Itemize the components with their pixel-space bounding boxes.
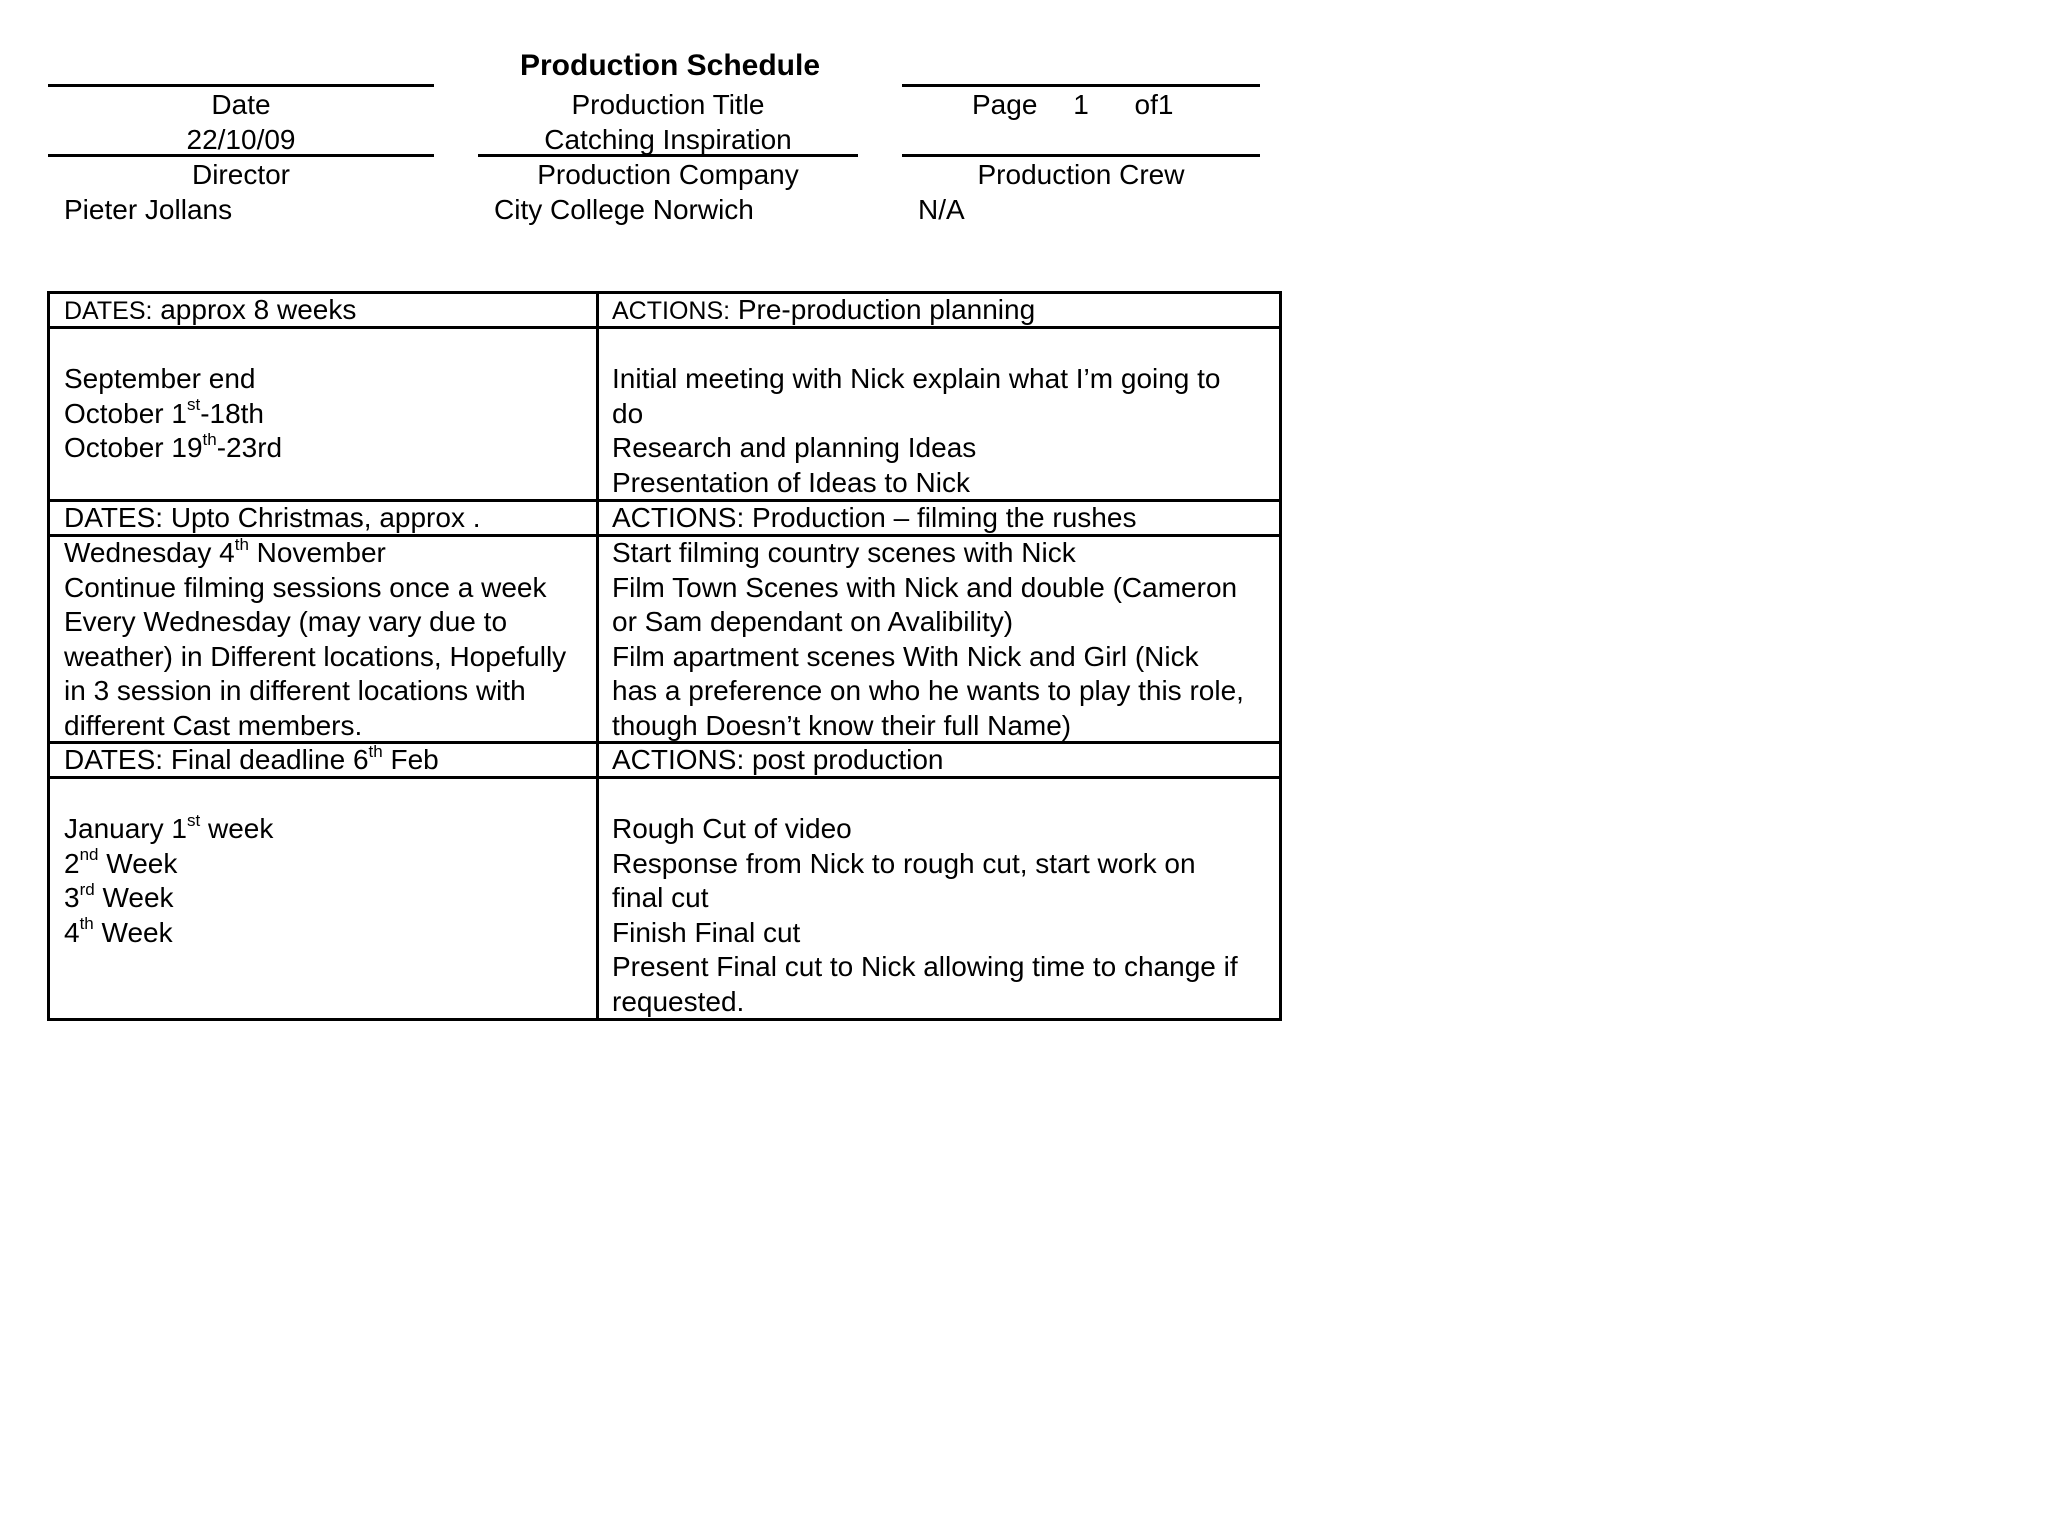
production-title-value: Catching Inspiration (544, 124, 792, 155)
document-title: Production Schedule (520, 49, 821, 82)
production-dates-header: DATES: Upto Christmas, approx . (64, 502, 481, 533)
production-title-label: Production Title (571, 89, 765, 120)
pre-production-actions-header (612, 293, 1035, 329)
date-line: September end (64, 363, 256, 394)
pre-production-dates-list (64, 362, 282, 466)
date-line: 4th Week (64, 914, 173, 948)
production-dates-list (64, 536, 566, 743)
action-line: has a preference on who he wants to play this role, (612, 675, 1244, 706)
date-line: 2nd Week (64, 845, 178, 879)
action-line: Research and planning Ideas (612, 432, 977, 463)
actions-text: Pre-production planning (737, 294, 1036, 325)
action-line: requested. (612, 985, 745, 1017)
date-line: October 19th-23rd (64, 429, 283, 463)
date-line: October 1st-18th (64, 395, 265, 429)
action-line: Presentation of Ideas to Nick (612, 466, 970, 498)
post-production-dates-header (64, 743, 439, 778)
action-line: Finish Final cut (612, 916, 801, 948)
date-line: Continue filming sessions once a week (64, 571, 547, 603)
action-line: though Doesn’t know their full Name) (612, 709, 1072, 741)
page-of: of1 (1134, 89, 1174, 120)
action-line: Film Town Scenes with Nick and double (Cameron (612, 571, 1238, 603)
action-line: Start filming country scenes with Nick (612, 537, 1076, 568)
date-line: different Cast members. (64, 709, 363, 741)
actions-prefix: ACTIONS: (612, 297, 731, 325)
table-border (47, 291, 50, 1021)
dates-header-sup: th (368, 741, 383, 761)
action-line: Present Final cut to Nick allowing time to change if (612, 951, 1238, 982)
action-line: Rough Cut of video (612, 813, 852, 844)
pre-production-dates-header (64, 293, 356, 329)
post-production-dates-list (64, 812, 273, 950)
dates-header-after: Feb (382, 744, 439, 775)
date-line: Wednesday 4th November (64, 534, 386, 568)
page-label: Page (972, 89, 1038, 120)
date-line: in 3 session in different locations with (64, 675, 526, 706)
page-number: 1 (1073, 89, 1089, 120)
post-production-actions-list (612, 812, 1238, 1019)
action-line: or Sam dependant on Avalibility) (612, 606, 1014, 637)
date-value: 22/10/09 (186, 124, 296, 155)
date-line: January 1st week (64, 810, 274, 844)
date-line: weather) in Different locations, Hopefully (64, 640, 567, 672)
company-label: Production Company (537, 159, 799, 190)
dates-header-text: DATES: Final deadline 6 (64, 744, 369, 775)
production-actions-list (612, 536, 1244, 743)
director-value: Pieter Jollans (64, 194, 233, 225)
date-line: 3rd Week (64, 879, 174, 913)
production-actions-header: ACTIONS: Production – filming the rushes (612, 502, 1137, 533)
post-production-actions-header: ACTIONS: post production (612, 744, 944, 775)
table-border (596, 291, 599, 1021)
director-label: Director (191, 159, 290, 190)
crew-label: Production Crew (977, 159, 1185, 190)
date-label: Date (211, 89, 271, 120)
action-line: do (612, 397, 644, 429)
company-value: City College Norwich (494, 194, 754, 225)
table-border (1279, 291, 1282, 1021)
action-line: Response from Nick to rough cut, start work on (612, 847, 1196, 879)
dates-text: approx 8 weeks (160, 294, 357, 325)
pre-production-actions-list (612, 362, 1221, 500)
dates-prefix: DATES: (64, 297, 153, 325)
date-line: Every Wednesday (may vary due to (64, 606, 508, 637)
action-line: final cut (612, 882, 709, 913)
action-line: Film apartment scenes With Nick and Girl (Nick (612, 640, 1199, 672)
crew-value: N/A (918, 194, 965, 225)
action-line: Initial meeting with Nick explain what I’m going to (612, 363, 1221, 394)
